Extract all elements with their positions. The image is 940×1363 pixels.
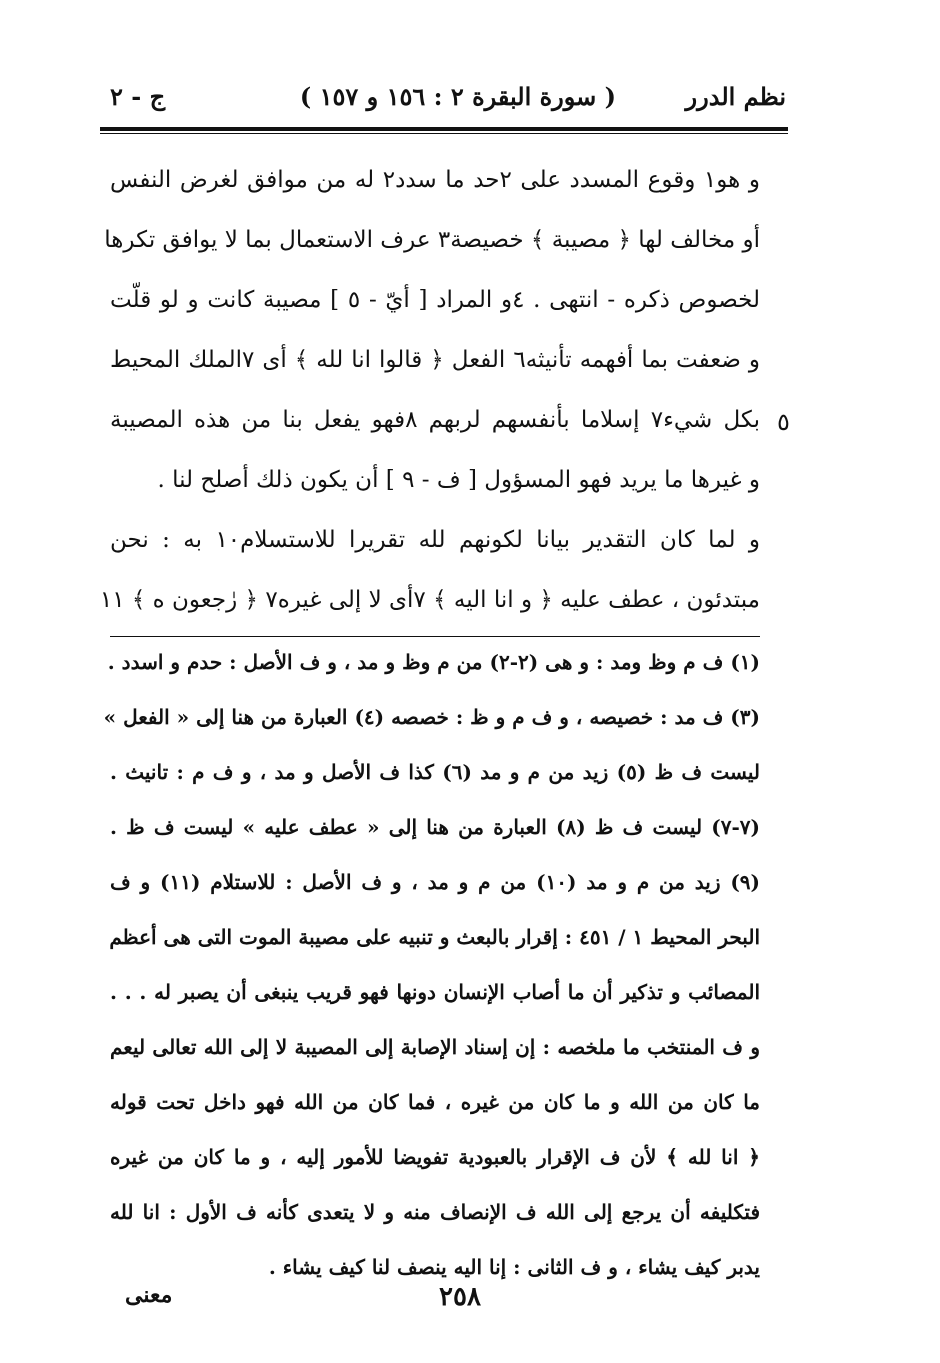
footnote-line: (٣) ف مد : خصيصه ، و ف م و ظ : خصصه (٤) العبارة من هنا إلى « الفعل » [103, 705, 760, 729]
main-line: و هو١ وقوع المسدد على ٢حد ما سدد٢ له من موافق لغرض النفس [110, 167, 760, 193]
footnote-line: ﴿ انا لله ﴾ لأن ف الإقرار بالعبودية تفويضا للأمور إليه ، و ما كان من غيره [110, 1145, 760, 1169]
main-text [99, 150, 761, 630]
catchword: معنى [125, 1282, 173, 1308]
footnote-line: (٩) زيد من م و مد (١٠) من م و مد ، و ف الأصل : للاستلام (١١) و ف [110, 870, 761, 894]
footnotes [103, 635, 761, 1295]
header-rule-thin [100, 133, 788, 134]
footnote-line: فتكليفه أن يرجع إلى الله ف الإنصاف منه و لا يتعدى كأنه ف الأول : انا لله [110, 1200, 760, 1224]
page-number: ٢٥٨ [439, 1282, 481, 1312]
footnote-line: (١) ف م وظ ومد : و هى (٢-٢) من م وظ و مد ، و ف الأصل : حدم و اسدد . [107, 650, 760, 674]
running-header [110, 82, 786, 122]
main-line: بكل شيء٧ إسلاما بأنفسهم لربهم ٨فهو يفعل بنا من هذه المصيبة [110, 407, 760, 433]
main-line: مبتدئون ، عطف عليه ﴿ و انا اليه ﴾ ٧أى لا إلى غيره٧ ﴿ رٰجعون ه ﴾ ١١ [99, 587, 760, 613]
main-line: أو مخالف لها ﴿ مصيبة ﴾ خصيصة٣ عرف الاستعمال بما لا يوافق تكرها [104, 227, 760, 253]
header-surah-reference: ( سورة البقرة ٢ : ١٥٦ و ١٥٧ ) [299, 82, 616, 111]
main-line: و ضعفت بما أفهمه تأنيثه٦ الفعل ﴿ قالوا انا لله ﴾ أى ٧الملك المحيط [110, 347, 760, 373]
footnote-line: (٧-٧) ليست ف ظ (٨) العبارة من هنا إلى « عطف عليه » ليست ف ظ . [110, 815, 761, 839]
footnote-line: يدبر كيف يشاء ، و ف الثانى : إنا اليه ينصف لنا كيف يشاء . [268, 1255, 760, 1279]
header-book-title: نظم الدرر [685, 82, 786, 111]
footnote-line: ما كان من الله و ما كان من غيره ، فما كان من الله فهو داخل تحت قوله [110, 1090, 761, 1114]
main-line: و لما كان التقدير بيانا لكونهم لله تقريرا للاستسلام١٠ به : نحن [110, 527, 761, 553]
main-line: و غيرها ما يريد فهو المسؤول [ ف - ٩ ] أن يكون ذلك أصلح لنا . [157, 467, 760, 493]
header-volume: ج - ٢ [110, 82, 166, 111]
header-rule [100, 127, 788, 131]
footnote-line: البحر المحيط ١ / ٤٥١ : إقرار بالبعث و تنبيه على مصيبة الموت التى هى أعظم [109, 925, 760, 949]
footnote-line: المصائب و تذكير أن ما أصاب الإنسان دونها فهو قريب ينبغى أن يصبر له . . . [110, 980, 760, 1004]
footnote-line: و ف المنتخب ما ملخصه : إن إسناد الإصابة إلى المصيبة لا إلى الله تعالى ليعم [110, 1035, 760, 1059]
footnote-line: ليست ف ظ (٥) زيد من م و مد (٦) كذا ف الأصل و مد ، و ف م : تانيث . [110, 760, 760, 784]
main-line: لخصوص ذكره - انتهى . ٤و المراد [ أيّ - ٥ ] مصيبة كانت و لو قلّت [110, 287, 761, 313]
verse-line-marker: ٥ [777, 408, 790, 436]
